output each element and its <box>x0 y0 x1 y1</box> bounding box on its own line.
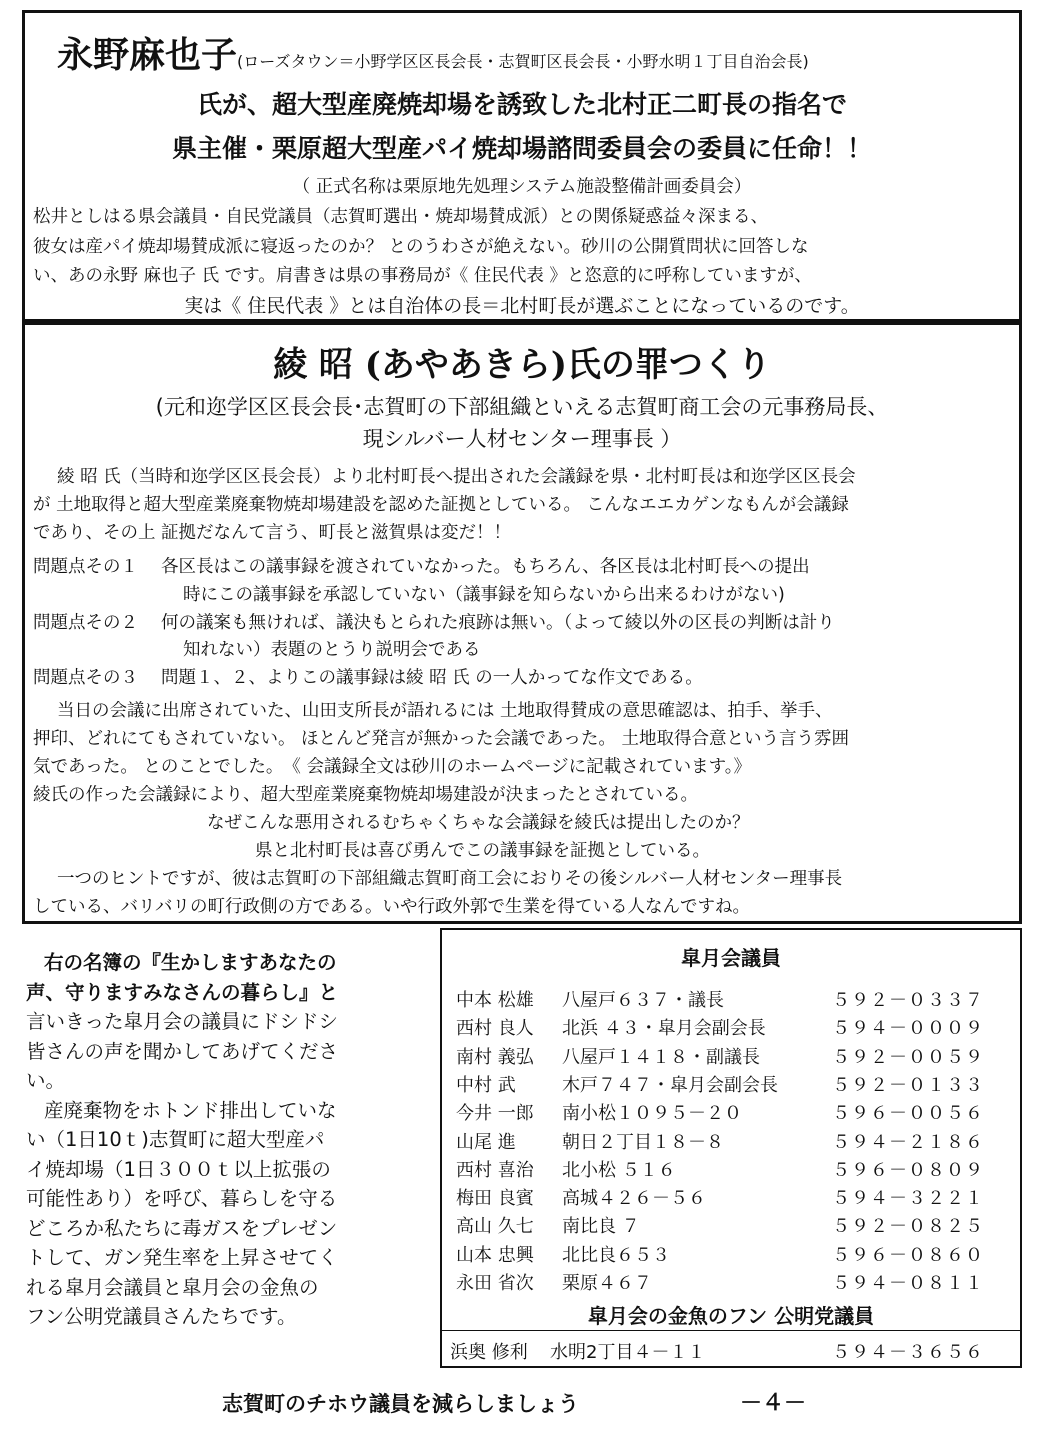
komeito-title: 皐月会の金魚のフン 公明党議員 <box>587 1304 875 1328</box>
member-phone: ５９４－０００９ <box>832 1018 984 1040</box>
member-name: 西村 良人 <box>456 1018 534 1040</box>
roster-row <box>442 986 1020 1014</box>
left-text-line: い。 <box>26 1069 66 1092</box>
member-name: 山本 忠興 <box>456 1244 534 1266</box>
hint-line: 一つのヒントですが、彼は志賀町の下部組織志賀町商工会におりその後シルバー人材センター理事長 <box>57 869 843 889</box>
member-name: 西村 喜治 <box>456 1159 534 1181</box>
member-address: 南小松１０９５－２０ <box>562 1103 742 1125</box>
footer-slogan: 志賀町のチホウ議員を減らしましょう <box>222 1392 579 1416</box>
member-phone: ５９２－０１３３ <box>832 1074 984 1096</box>
member-name: 山尾 進 <box>456 1131 516 1153</box>
member-address: 高城４２６－５６ <box>562 1188 706 1210</box>
issue-line: 知れない）表題のとうり説明会である <box>183 640 481 660</box>
member-name: 中村 武 <box>456 1074 516 1096</box>
roster-row <box>442 1156 1020 1184</box>
aya-subtitle-2: 現シルバー人材センター理事長 ） <box>362 427 682 451</box>
member-phone: ５９６－０８６０ <box>832 1244 984 1266</box>
roster-row <box>442 1269 1020 1297</box>
member-address: 北浜 ４３・皐月会副会長 <box>562 1018 766 1040</box>
hint-line: している、バリバリの町行政側の方である。いや行政外郭で生業を得ている人なんですね。 <box>33 897 750 917</box>
roster-row <box>442 1071 1020 1099</box>
member-address: 八屋戸１４１８・副議長 <box>562 1046 760 1068</box>
member-phone: ５９４－２１８６ <box>832 1131 984 1153</box>
aya-section <box>22 322 1022 924</box>
member-name: 今井 一郎 <box>456 1103 534 1125</box>
komeito-divider <box>442 1330 1020 1331</box>
nagano-body-line: 実は《 住民代表 》とは自治体の長＝北村町長が選ぶことになっているのです。 <box>184 295 860 317</box>
roster-row <box>442 1014 1020 1042</box>
member-name: 浜奥 修利 <box>450 1342 528 1363</box>
left-text-line: 産廃棄物をホトンド排出していな <box>44 1098 337 1122</box>
nagano-name: 永野麻也子 <box>57 34 238 76</box>
member-address: 北小松 ５１６ <box>562 1159 676 1181</box>
left-text-line: れる皐月会議員と皐月会の金魚の <box>26 1275 319 1299</box>
nagano-body-line: 彼女は産パイ焼却場賛成派に寝返ったのか？ とのうわさが絶えない。砂川の公開質問状に回答しな <box>33 237 809 257</box>
member-phone: ５９２－００５９ <box>832 1046 984 1068</box>
left-text-line: 声、守りますみなさんの暮らし』と <box>26 980 339 1004</box>
roster-row <box>442 1043 1020 1071</box>
left-text-line: トして、ガン発生率を上昇させてく <box>26 1246 338 1269</box>
roster-box <box>440 928 1022 1368</box>
roster-title: 皐月会議員 <box>681 946 781 970</box>
aya-title: 綾 昭 (あやあきら)氏の罪つくり <box>273 345 771 385</box>
question-line: 県と北村町長は喜び勇んでこの議事録を証拠としている。 <box>255 841 710 861</box>
left-text-line: 可能性あり）を呼び、暮らしを守る <box>26 1187 338 1210</box>
nagano-body-line: い、あの永野 麻也子 氏 です。肩書きは県の事務局が《 住民代表 》と恣意的に呼称していますが、 <box>33 266 812 286</box>
question-line: なぜこんな悪用されるむちゃくちゃな会議録を綾氏は提出したのか？ <box>207 813 750 833</box>
left-text-line: 言いきった皐月会の議員にドシドシ <box>26 1010 339 1033</box>
nagano-headline-1: 氏が、超大型産廃焼却場を誘致した北村正二町長の指名で <box>196 90 847 119</box>
meeting-line: 当日の会議に出席されていた、山田支所長が語れるには 土地取得賛成の意思確認は、拍手、挙手、 <box>57 701 833 721</box>
issue-line: 問題点その２ 何の議案も無ければ、議決もとられた痕跡は無い。（よって綾以外の区長の判断は計り <box>33 613 835 633</box>
member-phone: ５９２－０８２５ <box>832 1216 984 1238</box>
meeting-line: 綾氏の作った会議録により、超大型産業廃棄物焼却場建設が決まったとされている。 <box>33 785 698 805</box>
member-address: 北比良６５３ <box>562 1244 670 1266</box>
member-address: 栗原４６７ <box>562 1273 652 1294</box>
roster-row <box>442 1099 1020 1127</box>
member-address: 八屋戸６３７・議長 <box>562 990 724 1011</box>
member-phone: ５９６－００５６ <box>832 1103 984 1125</box>
left-text-line: い（1日10ｔ)志賀町に超大型産パ <box>26 1128 325 1151</box>
aya-intro-line: 綾 昭 氏（当時和迩学区区長会長）より北村町長へ提出された会議録を県・北村町長は和迩学区区長会 <box>57 467 856 487</box>
left-column-text <box>26 948 426 1332</box>
member-address: 木戸７４７・皐月会副会長 <box>562 1074 778 1096</box>
member-name: 南村 義弘 <box>456 1046 534 1068</box>
left-text-line: 右の名簿の『生かしますあなたの <box>44 951 337 974</box>
aya-subtitle-1: (元和迩学区区長会長･志賀町の下部組織といえる志賀町商工会の元事務局長、 <box>155 395 889 419</box>
left-text-line: 皆さんの声を聞かしてあげてくださ <box>26 1039 339 1063</box>
member-address: 南比良 ７ <box>562 1216 640 1238</box>
meeting-line: 気であった。 とのことでした。 《 会議録全文は砂川のホームページに記載されています。》 <box>33 757 751 777</box>
left-text-line: どころか私たちに毒ガスをプレゼン <box>26 1216 338 1240</box>
roster-row <box>442 1212 1020 1240</box>
member-phone: ５９６－０８０９ <box>832 1159 984 1181</box>
nagano-body-line: 松井としはる県会議員・自民党議員（志賀町選出・焼却場賛成派）との関係疑惑益々深まる、 <box>33 207 768 227</box>
meeting-line: 押印、どれにてもされていない。 ほとんど発言が無かった会議であった。 土地取得合意という言う雰囲 <box>33 729 849 749</box>
left-text-line: イ焼却場（1日３００ｔ以上拡張の <box>26 1157 331 1181</box>
aya-intro-line: であり、その上 証拠だなんて言う、町長と滋賀県は変だ！！ <box>33 523 512 543</box>
roster-row <box>442 1128 1020 1156</box>
member-name: 永田 省次 <box>456 1273 534 1294</box>
roster-row <box>442 1184 1020 1212</box>
page-number: －４－ <box>740 1391 807 1416</box>
member-name: 梅田 良賓 <box>456 1188 534 1210</box>
member-phone: ５９４－３２２１ <box>832 1188 984 1210</box>
issue-line: 問題点その３ 問題１、２、よりこの議事録は綾 昭 氏 の一人かってな作文である。 <box>33 668 703 688</box>
member-phone: ５９４－３６５６ <box>832 1342 984 1363</box>
nagano-section <box>22 10 1022 322</box>
official-name: （ 正式名称は栗原地先処理システム施設整備計画委員会） <box>292 177 752 197</box>
aya-intro-line: が 土地取得と超大型産業廃棄物焼却場建設を認めた証拠としている。 こんなエエカゲンなもんが会議録 <box>33 495 849 515</box>
member-phone: ５９４－０８１１ <box>832 1273 984 1294</box>
member-name: 高山 久七 <box>456 1216 534 1238</box>
nagano-headline-2: 県主催・栗原超大型産パイ焼却場諮問委員会の委員に任命！！ <box>171 134 872 163</box>
member-address: 朝日２丁目１８－８ <box>562 1131 724 1153</box>
left-text-line: フン公明党議員さんたちです。 <box>26 1305 297 1328</box>
nagano-titles: (ローズタウン＝小野学区区長会長・志賀町区長会長・小野水明１丁目自治会長) <box>237 52 809 71</box>
issue-line: 時にこの議事録を承認していない（議事録を知らないから出来るわけがない) <box>183 585 785 605</box>
member-phone: ５９２－０３３７ <box>832 990 984 1011</box>
roster-row <box>442 1241 1020 1269</box>
member-name: 中本 松雄 <box>456 990 534 1011</box>
nagano-heading <box>57 27 809 78</box>
member-address: 水明2丁目４－１１ <box>550 1342 706 1363</box>
issue-line: 問題点その１ 各区長はこの議事録を渡されていなかった。もちろん、各区長は北村町長への提出 <box>33 557 810 577</box>
